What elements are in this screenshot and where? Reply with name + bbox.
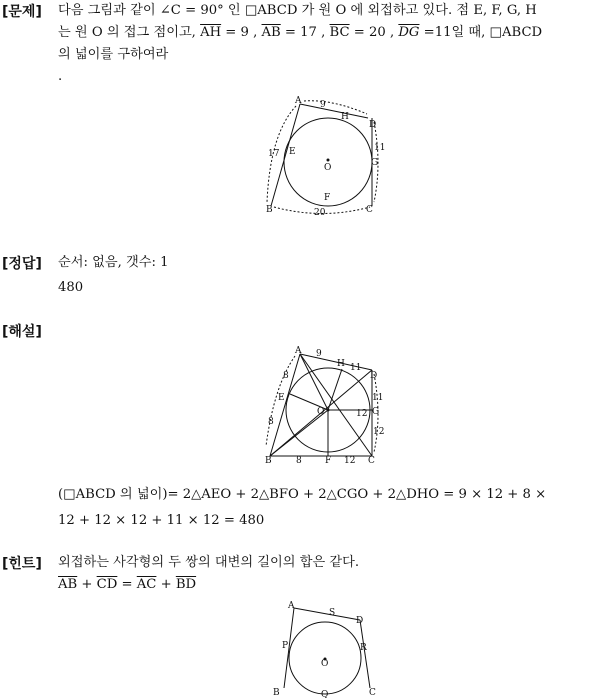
sol-label-12a: 12 [356,409,368,419]
sol-label-d: D [370,371,378,381]
text-part: 는 원 O 의 접그 점이고, [58,25,201,40]
hint-label-s: S [329,608,336,618]
label-g: G [371,158,379,168]
text-part: + [156,577,176,592]
sol-label-g: G [372,407,380,417]
solution-eq-2: 12 + 12 × 12 + 11 × 12 = 480 [58,513,265,528]
sol-label-a: A [295,346,302,356]
hint-label-b: B [273,688,280,698]
label-c: C [366,205,373,215]
hint-label-o: O [321,659,329,669]
solution-eq-1: (□ABCD 의 넓이)= 2△AEO + 2△BFO + 2△CGO + 2△DHO = 9 × 12 + 8 × [58,487,547,502]
solution-body [58,482,586,534]
hint-label-q: Q [321,690,329,698]
problem-line-4: . [58,69,63,84]
text-part: + [77,577,97,592]
segment-bc: $\overline{BC}$ [329,25,350,40]
sol-label-11a: 11 [350,363,362,373]
problem-line-2 [58,22,586,44]
sol-label-11b: 11 [372,393,384,403]
sol-label-12c: 12 [344,456,356,466]
sol-label-12b: 12 [373,427,385,437]
hint-label-c: C [369,688,376,698]
solution-tag: [해설] [2,324,42,340]
sol-label-b: B [265,456,272,466]
segment-bd: $\overline{BD}$ [175,577,197,592]
text-part: = [117,577,137,592]
label-o: O [324,163,332,173]
hint-line-1: 외접하는 사각형의 두 쌍의 대변의 길이의 합은 같다. [58,555,360,570]
sol-label-c: C [368,456,375,466]
problem-tag: [문제] [2,4,42,20]
text-part: = 9 , [221,25,262,40]
label-h: H [341,112,349,122]
answer-value: 480 [58,280,84,295]
hint-body [58,552,586,596]
hint-line-2 [58,574,586,596]
segment-ac: $\overline{AC}$ [136,577,157,592]
hint-label-d: D [356,616,364,626]
sol-label-o: O [317,407,325,417]
problem-text [58,0,586,88]
sol-label-e: E [278,393,285,403]
sol-label-9: 9 [316,349,322,359]
label-e: E [289,147,296,157]
answer-tag: [정답] [2,256,42,272]
text-part: =11일 때, □ABCD [419,25,543,40]
sol-label-8c: 8 [296,456,302,466]
hint-label-r: R [360,643,367,653]
sol-label-h: H [337,359,345,369]
hint-figure [270,600,382,698]
label-a: A [295,96,302,106]
segment-dg: $\overline{DG}$ [398,25,420,40]
sol-label-8b: 8 [268,417,274,427]
sol-label-8a: 8 [283,371,289,381]
label-11: 11 [374,143,386,153]
answer-meta: 순서: 없음, 갯수: 1 [58,255,169,270]
label-9: 9 [320,100,326,110]
problem-figure [262,94,392,218]
hint-tag: [힌트] [2,556,42,572]
segment-ab: $\overline{AB}$ [58,577,78,592]
problem-line-1: 다음 그림과 같이 ∠C = 90° 인 □ABCD 가 원 O 에 외접하고 있다. 점 E, F, G, H [58,3,537,18]
text-part: = 20 , [349,25,399,40]
solution-figure [262,346,392,468]
sol-label-f: F [325,456,332,466]
label-b: B [266,205,273,215]
hint-label-p: P [282,641,289,651]
segment-ab: $\overline{AB}$ [261,25,281,40]
text-part: = 17 , [280,25,330,40]
label-17: 17 [268,149,280,159]
segment-ah: $\overline{AH}$ [200,25,222,40]
label-d: D [369,120,377,130]
segment-cd: $\overline{CD}$ [96,577,118,592]
hint-label-a: A [288,601,295,611]
problem-line-3: 의 넓이를 구하여라 [58,47,169,62]
label-f: F [324,193,331,203]
answer-body [58,252,586,299]
label-20: 20 [314,208,326,218]
